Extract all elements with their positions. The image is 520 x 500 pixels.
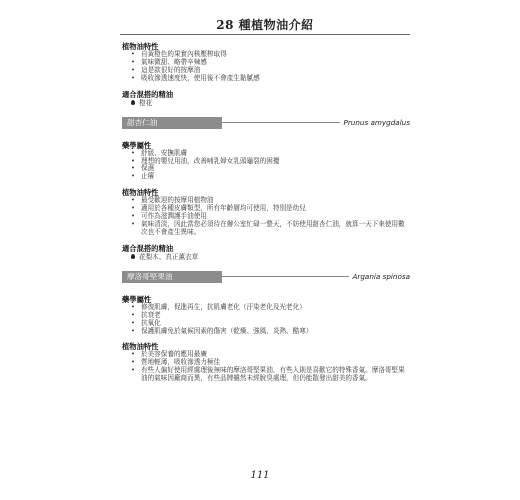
list-item: • 自黃橙色的果實內核壓榨取得 [131, 51, 410, 59]
list-item: • 於美容保養的應用最廣 [131, 351, 410, 359]
oil-band-argan [122, 271, 410, 283]
oil-latin-name: Argania spinosa [349, 272, 411, 281]
header-rule [120, 34, 410, 35]
blend-heading: 適合混搭的精油 [122, 243, 174, 253]
pharm-heading: 藥學屬性 [122, 140, 152, 150]
oil-latin-name: Prunus amygdalus [340, 118, 410, 127]
list-item: • 抗氧化 [131, 320, 410, 328]
list-item: • 適用於各種皮膚類型，所有年齡層均可使用，特別是幼兒 [131, 205, 410, 213]
list-item: • 最受歡迎的按摩用植物油 [131, 197, 410, 205]
blend-heading: 適合混搭的精油 [122, 89, 174, 99]
page-header-title: 28 種植物油介紹 [216, 18, 314, 32]
pharm-list [122, 304, 410, 336]
traits-list [122, 351, 410, 383]
list-item: • 氣味清淡，因此當您必須待在辦公室忙碌一整天，不妨使用甜杏仁油，就算一天下來使用數次也不會產生異味。 [131, 221, 410, 237]
list-item: • 這是款很好的按摩油 [131, 67, 410, 75]
list-item: • 抗衰老 [131, 312, 410, 320]
list-item: • 理想的嬰兒用油，改善哺乳婦女乳頭龜裂的困擾 [131, 158, 410, 166]
traits-heading: 植物油特性 [122, 42, 159, 51]
blend-oils: 橙花 [122, 99, 410, 107]
oil-name: 甜杏仁油 [122, 117, 222, 129]
list-item: • 質地輕薄，吸收滲透力極佳 [131, 359, 410, 367]
list-item: • 保濕 [131, 165, 410, 173]
list-item: • 保護肌膚免於氣候因素的傷害（乾燥、強風、炎熱、酷寒） [131, 328, 410, 336]
oil-name: 摩洛哥堅果油 [122, 271, 222, 283]
traits-list [122, 197, 410, 237]
list-item: • 可作為滋潤護手油使用 [131, 213, 410, 221]
page-content [122, 42, 410, 383]
traits-heading: 植物油特性 [122, 188, 159, 198]
list-item: • 舒緩、安撫肌膚 [131, 150, 410, 158]
oil-band-sweet-almond [122, 117, 410, 129]
pharm-heading: 藥學屬性 [122, 294, 152, 304]
page-number: 111 [250, 470, 270, 481]
blend-oils: 花梨木、真正薰衣草 [122, 253, 410, 261]
list-item: • 有些人偏好使用經處理後無味的摩洛哥堅果油，有些人則是喜歡它的特殊香氣。摩洛哥堅果油的氣味因廠商而異，有些品牌雖然未經脫臭處理，但仍能散發出甜美的香氣。 [131, 367, 410, 383]
traits-list [122, 51, 410, 83]
drop-icon [131, 254, 135, 259]
list-item: • 吸收滲透速度快，使用後不會產生黏膩感 [131, 75, 410, 83]
traits-heading: 植物油特性 [122, 342, 159, 352]
list-item: • 修復肌膚，促進再生，抗肌膚老化（汙染老化及光老化） [131, 304, 410, 312]
pharm-list [122, 150, 410, 182]
list-item: • 止癢 [131, 173, 410, 181]
list-item: • 氣味微甜、略帶辛辣感 [131, 59, 410, 67]
drop-icon [131, 100, 135, 105]
